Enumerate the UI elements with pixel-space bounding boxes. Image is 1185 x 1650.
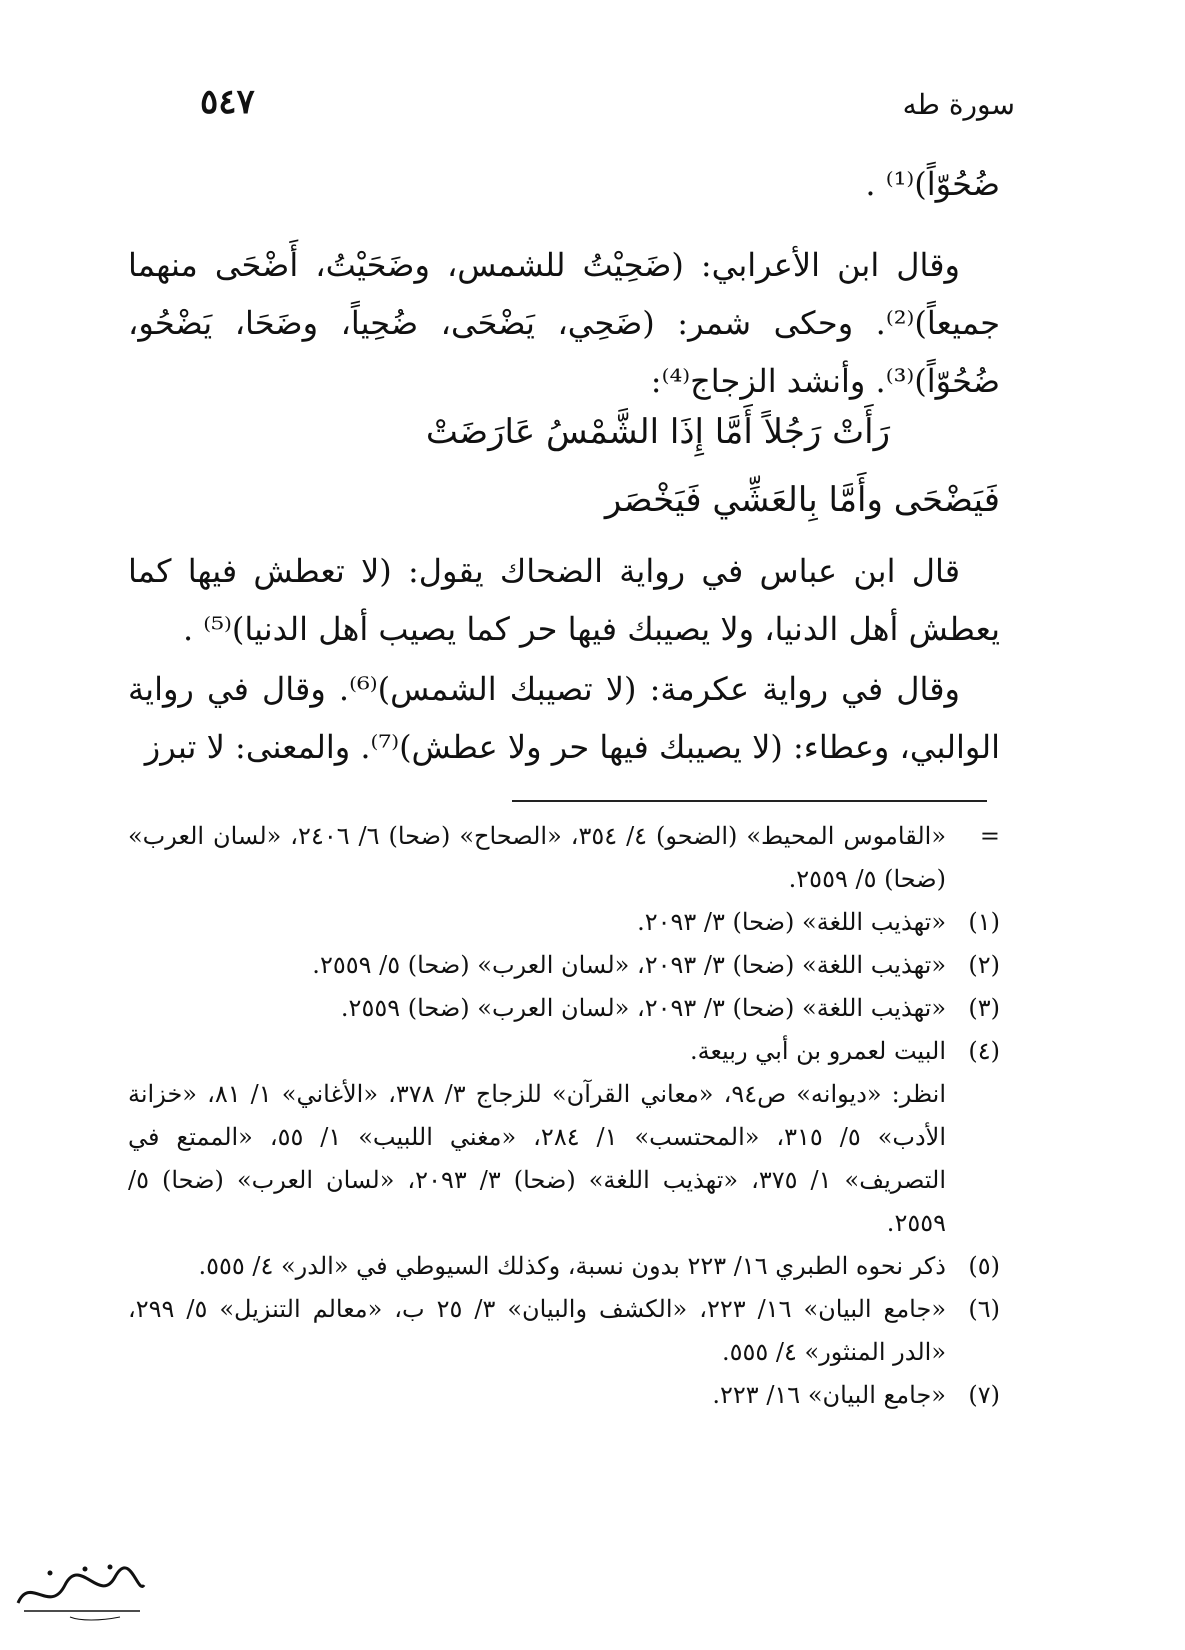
footnote-text: «تهذيب اللغة» (ضحا) ٣/ ٢٠٩٣.	[637, 908, 946, 936]
verse-line-1: رَأَتْ رَجُلاً أَمَّا إِذَا الشَّمْسُ عَارَضَتْ	[425, 412, 890, 452]
footnote-text: «جامع البيان» ١٦/ ٢٢٣، «الكشف والبيان» ٣/ ٢٥ ب، «معالم التنزيل» ٥/ ٢٩٩، «الدر المنثور» ٤/ ٥٥٥.	[128, 1295, 947, 1366]
footnote-2	[128, 944, 1000, 987]
page-header	[130, 82, 1055, 132]
publisher-seal-logo	[10, 1555, 150, 1625]
footnote-number: (٢)	[968, 951, 1000, 979]
paragraph-2: قال ابن عباس في رواية الضحاك يقول: (لا تعطش فيها كما يعطش أهل الدنيا، ولا يصيبك فيها حر كما يصيب أهل الدنيا)⁽⁵⁾ .	[128, 552, 1000, 648]
continuation-mark: =	[979, 822, 1000, 850]
footnote-number: (٦)	[968, 1295, 1000, 1323]
footnote-4-sources	[128, 1073, 1000, 1245]
footnote-number: (٥)	[968, 1252, 1000, 1280]
footnote-number: (٧)	[968, 1381, 1000, 1409]
footnote-continuation	[128, 815, 1000, 901]
footnote-number: (١)	[968, 908, 1000, 936]
footnote-text: البيت لعمرو بن أبي ربيعة.	[689, 1037, 946, 1065]
footnotes	[128, 815, 1000, 1417]
page-number: ٥٤٧	[200, 82, 255, 122]
continuation-line: ضُحُوّاً)⁽¹⁾ .	[865, 165, 1000, 203]
footnote-number: (٣)	[968, 994, 1000, 1022]
footnote-4	[128, 1030, 1000, 1073]
paragraph-3: وقال في رواية عكرمة: (لا تصيبك الشمس)⁽⁶⁾. وقال في رواية الوالبي، وعطاء: (لا يصيبك فيها حر ولا عطش)⁽⁷⁾. والمعنى: لا تبرز	[128, 670, 1000, 766]
footnote-text: «جامع البيان» ١٦/ ٢٢٣.	[712, 1381, 946, 1409]
footnote-text: انظر: «ديوانه» ص٩٤، «معاني القرآن» للزجاج ٣/ ٣٧٨، «الأغاني» ١/ ٨١، «خزانة الأدب» ٥/ ٣١٥، «المحتسب» ١/ ٢٨٤، «مغني اللبيب» ١/ ٥٥، «الممتع في التصريف» ١/ ٣٧٥، «تهذيب اللغة» (ضحا) ٣/ ٢٠٩٣، «لسان العرب» (ضحا) ٥/ ٢٥٥٩.	[128, 1080, 947, 1237]
footnote-text: «تهذيب اللغة» (ضحا) ٣/ ٢٠٩٣، «لسان العرب» (ضحا) ٢٥٥٩.	[340, 994, 946, 1022]
footnote-3	[128, 987, 1000, 1030]
footnote-6	[128, 1288, 1000, 1374]
footnote-text: «تهذيب اللغة» (ضحا) ٣/ ٢٠٩٣، «لسان العرب» (ضحا) ٥/ ٢٥٥٩.	[312, 951, 946, 979]
footnote-5	[128, 1245, 1000, 1288]
surah-title: سورة طه	[902, 88, 1015, 121]
footnote-text: ذكر نحوه الطبري ١٦/ ٢٢٣ بدون نسبة، وكذلك السيوطي في «الدر» ٤/ ٥٥٥.	[198, 1252, 946, 1280]
footnote-separator	[512, 800, 987, 802]
footnote-text: «القاموس المحيط» (الضحو) ٤/ ٣٥٤، «الصحاح» (ضحا) ٦/ ٢٤٠٦، «لسان العرب» (ضحا) ٥/ ٢٥٥٩.	[128, 822, 947, 893]
footnote-7	[128, 1374, 1000, 1417]
paragraph-1: وقال ابن الأعرابي: (ضَحِيْتُ للشمس، وضَحَيْتُ، أَضْحَى منهما جميعاً)⁽²⁾. وحكى شمر: (ضَحِي، يَضْحَى، ضُحِياً، وضَحَا، يَضْحُو، ضُحُوّاً)⁽³⁾. وأنشد الزجاج⁽⁴⁾:	[128, 246, 1000, 400]
verse-line-2: فَيَضْحَى وأَمَّا بِالعَشِّي فَيَخْصَر	[604, 480, 1000, 520]
footnote-1	[128, 901, 1000, 944]
footnote-number: (٤)	[968, 1037, 1000, 1065]
